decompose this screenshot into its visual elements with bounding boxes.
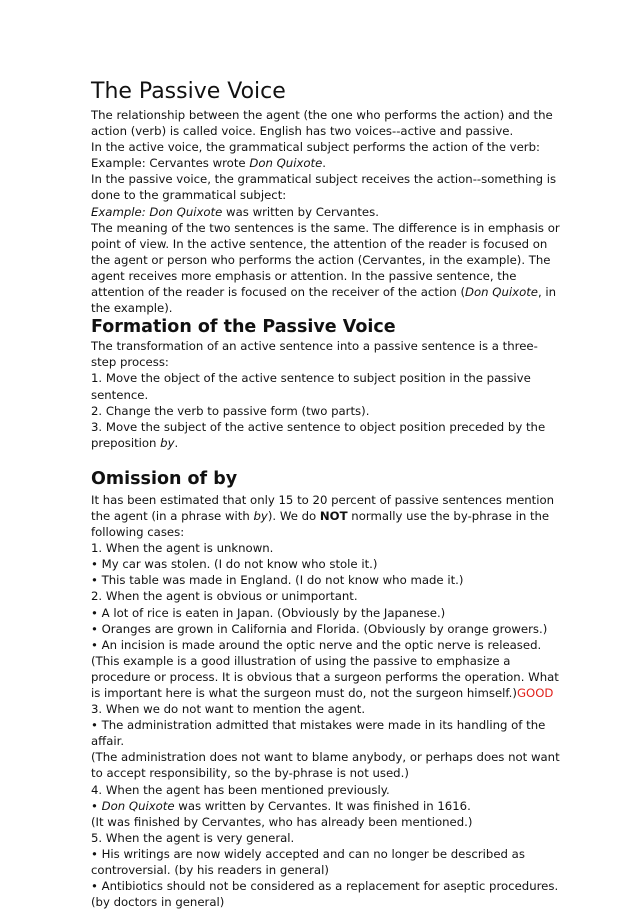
example-text: Example: Cervantes wrote xyxy=(91,156,250,171)
bullet-9: • Antibiotics should not be considered as a replacement for aseptic procedures. xyxy=(91,879,559,894)
example-text-end: . xyxy=(322,156,327,171)
bullet-1: • My car was stolen. (I do not know who stole it.) xyxy=(91,557,378,572)
by-italic: by xyxy=(160,435,175,450)
bullet-5: • An incision is made around the optic nerve and the optic nerve is released. xyxy=(91,637,542,652)
omission-paragraph xyxy=(91,492,561,540)
page-title: The Passive Voice xyxy=(91,79,286,104)
case-5: 5. When the agent is very general. xyxy=(91,830,295,845)
paragraph-text-end: normally use the by-phrase in the following cases: xyxy=(91,508,550,540)
by-italic: by xyxy=(253,508,268,523)
paragraph-text-mid: ). We do xyxy=(267,508,320,523)
intro-paragraph-6 xyxy=(91,220,561,317)
bullet-mark: • xyxy=(91,798,102,813)
formation-step-2: 2. Change the verb to passive form (two parts). xyxy=(91,403,370,418)
bullet-2: • This table was made in England. (I do not know who made it.) xyxy=(91,573,464,588)
case-2: 2. When the agent is obvious or unimportant. xyxy=(91,589,358,604)
passive-example xyxy=(91,204,561,220)
bullet-7 xyxy=(91,798,561,814)
bullet-3: • A lot of rice is eaten in Japan. (Obviously by the Japanese.) xyxy=(91,605,446,620)
bullet-6: • The administration admitted that mistakes were made in its handling of the affair. xyxy=(91,718,546,749)
paragraph-text-end: , in the example). xyxy=(91,285,557,316)
intro-paragraph-1: The relationship between the agent (the one who performs the action) and the action (verb) is called voice. English has two voices--active and passive. xyxy=(91,108,553,139)
formation-step-1: 1. Move the object of the active sentence to subject position in the passive sentence. xyxy=(91,371,531,402)
note-2: (The administration does not want to blame anybody, or perhaps does not want to accept responsibility, so the by-phrase is not used.) xyxy=(91,750,560,781)
book-title: Don Quixote xyxy=(465,285,538,300)
document-page xyxy=(91,78,561,910)
case-3: 3. When we do not want to mention the agent. xyxy=(91,702,366,717)
paragraph-text: It has been estimated that only 15 to 20 percent of passive sentences mention the agent (in a phrase with xyxy=(91,492,555,523)
book-title: Don Quixote xyxy=(101,798,175,813)
step-text: 3. Move the subject of the active sentence to object position preceded by the preposition xyxy=(91,419,546,450)
example-text-end: was written by Cervantes. xyxy=(222,204,379,219)
bullet-8: • His writings are now widely accepted and can no longer be described as controversial. (by his readers in general) xyxy=(91,846,525,878)
example-italic: Example: Don Quixote xyxy=(91,204,223,219)
intro-paragraph-4: In the passive voice, the grammatical subject receives the action--something is done to the grammatical subject: xyxy=(91,172,557,203)
step-text-end: . xyxy=(174,435,179,450)
case-1: 1. When the agent is unknown. xyxy=(91,541,274,556)
good-marker: GOOD xyxy=(516,686,554,700)
note-4: (by doctors in general) xyxy=(91,895,225,910)
bullet-4: • Oranges are grown in California and Florida. (Obviously by orange growers.) xyxy=(91,621,548,636)
note-3: (It was finished by Cervantes, who has already been mentioned.) xyxy=(91,814,473,829)
not-bold: NOT xyxy=(319,508,348,523)
formation-heading: Formation of the Passive Voice xyxy=(91,317,396,338)
intro-paragraph-2: In the active voice, the grammatical subject performs the action of the verb: xyxy=(91,140,540,155)
active-example xyxy=(91,155,561,171)
case-4: 4. When the agent has been mentioned previously. xyxy=(91,782,390,797)
omission-heading: Omission of by xyxy=(91,468,238,489)
book-title: Don Quixote xyxy=(249,156,323,171)
note-1 xyxy=(91,653,561,701)
formation-step-3 xyxy=(91,419,561,451)
bullet-text: was written by Cervantes. It was finished in 1616. xyxy=(174,798,471,813)
formation-paragraph: The transformation of an active sentence into a passive sentence is a three-step process: xyxy=(91,339,538,370)
paragraph-text: The meaning of the two sentences is the same. The difference is in emphasis or point of view. In the active sentence, the attention of the reader is focused on the agent or person who performs the action (Cervantes, in the example). The agent receives more emphasis or attention. In the passive sentence, the attention of the reader is focused on the receiver of the action ( xyxy=(91,220,560,300)
note-text: (This example is a good illustration of using the passive to emphasize a procedure or process. It is obvious that a surgeon performs the operation. What is important here is what the surgeon must do, not the surgeon himself.) xyxy=(91,653,559,700)
